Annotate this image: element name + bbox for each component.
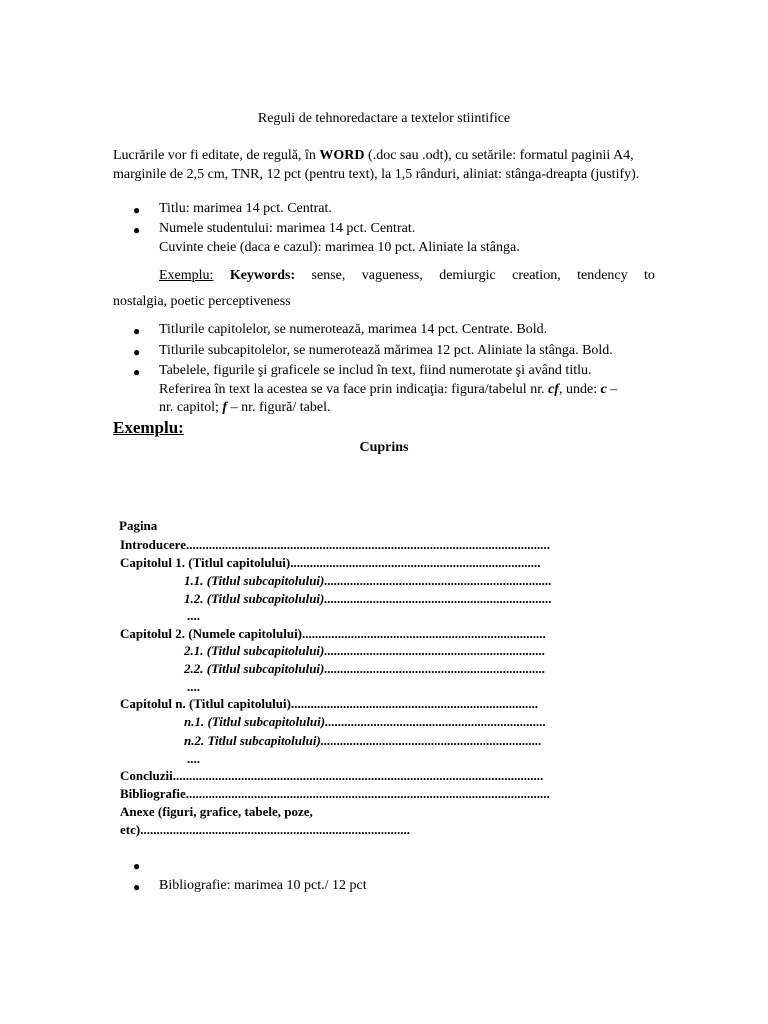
example-heading: Exemplu: xyxy=(113,418,184,437)
keyword: to xyxy=(644,268,655,283)
toc-pagina: Pagina xyxy=(119,518,158,533)
example-keywords-line xyxy=(159,268,655,284)
ref-cf: cf xyxy=(548,382,559,397)
bullet-icon: ● xyxy=(133,365,141,379)
keyword: sense, xyxy=(311,268,346,283)
bullet-subchapter-titles: Titlurile subcapitolelor, se numerotează mărimea 12 pct. Aliniate la stânga. Bold. xyxy=(159,343,613,358)
bullet-icon: ● xyxy=(133,324,141,338)
toc-line: 1.1. (Titlul subcapitolului)...................................................................... xyxy=(184,573,552,588)
intro-paragraph xyxy=(113,147,655,184)
bullet-icon: ● xyxy=(133,345,141,359)
ref-text: – nr. figură/ tabel. xyxy=(227,400,331,415)
intro-text-1: Lucrările vor fi editate, de regulă, în xyxy=(113,148,320,163)
ref-c: c xyxy=(600,382,607,397)
toc-line: n.1. (Titlul subcapitolului).................................................................... xyxy=(184,714,547,729)
bullet-icon: ● xyxy=(133,859,141,873)
cuprins-heading: Cuprins xyxy=(359,440,409,455)
keyword: tendency xyxy=(577,268,628,283)
toc-line: Concluzii.................................................................................................................. xyxy=(120,768,544,783)
keyword: vagueness, xyxy=(361,268,423,283)
bullet-icon: ● xyxy=(133,203,141,217)
keywords-label: Keywords: xyxy=(229,268,296,283)
toc-ellipsis: .... xyxy=(187,608,200,623)
ref-text: , unde: xyxy=(558,382,601,397)
bullet-student-name: Numele studentului: marimea 14 pct. Centrat. xyxy=(159,221,416,236)
ref-f: f xyxy=(222,400,228,415)
ref-text: nr. capitol; xyxy=(159,400,223,415)
bullet-icon: ● xyxy=(133,880,141,894)
toc-line: Capitolul 1. (Titlul capitolului)............................................................................. xyxy=(120,555,541,570)
toc-line: 2.2. (Titlul subcapitolului).................................................................... xyxy=(184,661,546,676)
bullet-chapter-titles: Titlurile capitolelor, se numerotează, marimea 14 pct. Centrate. Bold. xyxy=(159,322,548,337)
intro-text-2: (.doc sau .odt), cu setările: formatul paginii A4, marginile de 2,5 cm, TNR, 12 pct (pentru text), la 1,5 rânduri, aliniat: stânga-dreapta (justify). xyxy=(113,148,640,182)
toc-ellipsis: .... xyxy=(187,751,200,766)
ref-text: Referirea în text la acestea se va face prin indicaţia: figura/tabelul nr. xyxy=(159,382,549,397)
keyword: creation, xyxy=(512,268,561,283)
bullet-icon: ● xyxy=(133,223,141,237)
toc-line: Introducere................................................................................................................ xyxy=(120,537,550,552)
toc-line: 2.1. (Titlul subcapitolului).................................................................... xyxy=(184,643,546,658)
toc-line: n.2. Titlul subcapitolului).................................................................... xyxy=(184,733,542,748)
bullet-bibliography: Bibliografie: marimea 10 pct./ 12 pct xyxy=(159,878,367,893)
document-title: Reguli de tehnoredactare a textelor stiintifice xyxy=(257,111,511,126)
ref-text: – xyxy=(606,382,618,397)
bullet-title-size: Titlu: marimea 14 pct. Centrat. xyxy=(159,201,332,216)
reference-line-2 xyxy=(159,400,330,416)
keywords-note: Cuvinte cheie (daca e cazul): marimea 10 pct. Aliniate la stânga. xyxy=(159,240,520,255)
toc-ellipsis: .... xyxy=(187,679,200,694)
example-label: Exemplu: xyxy=(159,268,214,283)
intro-word-bold: WORD xyxy=(319,148,365,163)
reference-line-1 xyxy=(159,382,617,398)
toc-line: Capitolul 2. (Numele capitolului)........................................................................... xyxy=(120,626,546,641)
toc-line: Anexe (figuri, grafice, tabele, poze, xyxy=(120,804,313,819)
toc-line: Capitolul n. (Titlul capitolului)............................................................................ xyxy=(120,696,538,711)
bullet-tables-figures: Tabelele, figurile şi graficele se includ în text, fiind numerotate şi având titlu. xyxy=(159,363,592,378)
toc-line: Bibliografie................................................................................................................ xyxy=(120,786,550,801)
toc-line: 1.2. (Titlul subcapitolului)...................................................................... xyxy=(184,591,552,606)
keyword: demiurgic xyxy=(439,268,496,283)
example-keywords-line2: nostalgia, poetic perceptiveness xyxy=(113,294,291,309)
toc-line: etc)................................................................................... xyxy=(120,822,410,837)
